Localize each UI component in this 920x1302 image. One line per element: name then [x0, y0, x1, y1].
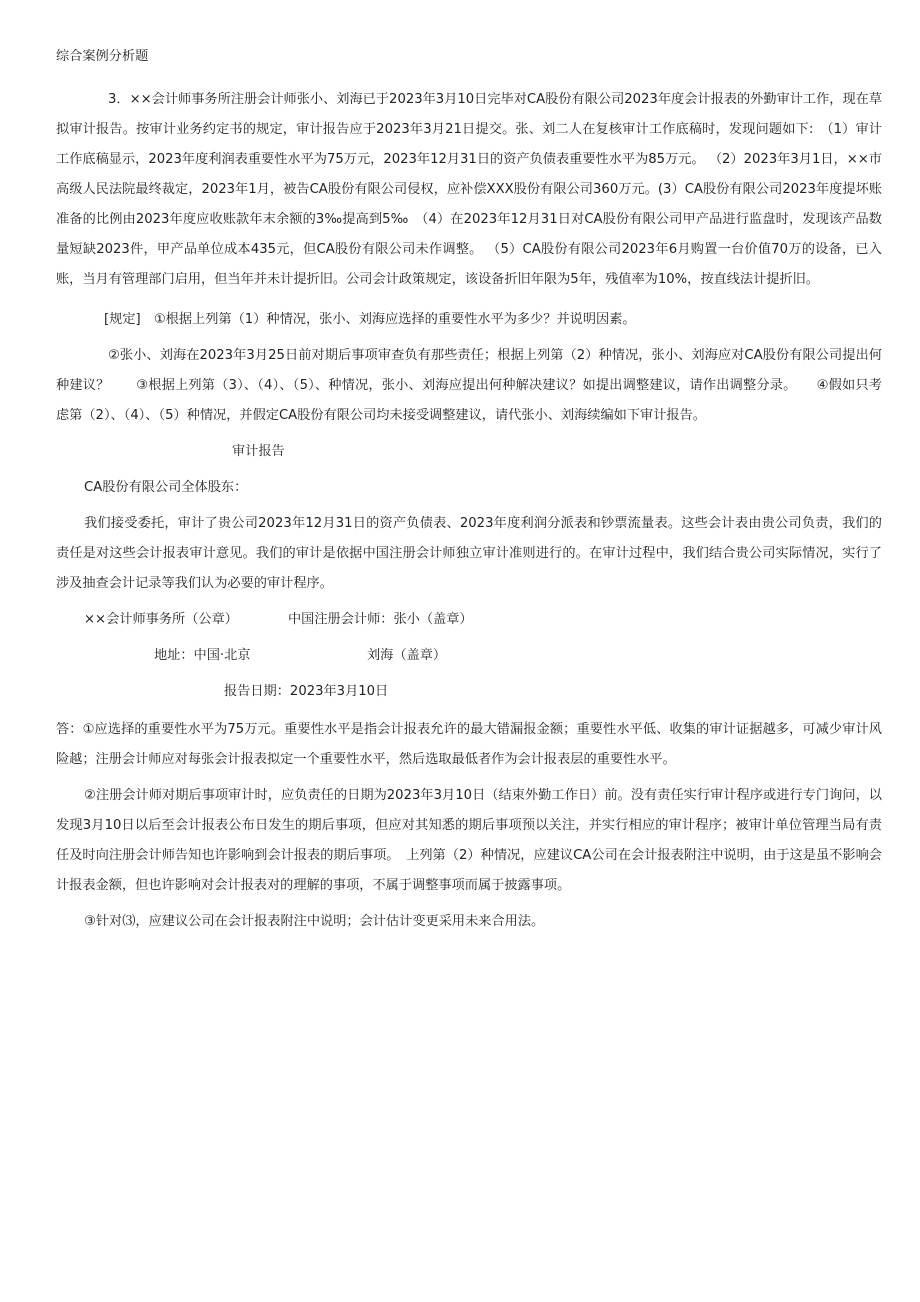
- firm-seal: ××会计师事务所（公章）: [84, 612, 238, 627]
- report-title: 审计报告: [232, 444, 285, 459]
- question-body: ××会计师事务所注册会计师张小、刘海已于2023年3月10日完毕对CA股份有限公司2023年度会计报表的外勤审计工作，现在草拟审计报告。按审计业务约定书的规定，审计报告应于2023年3月21日提交。张、刘二人在复核审计工作底稿时，发现问题如下: （1）审计工作底稿显示，2023年度利润表重要性水平为75万元，2023年12月31日的资产负债表重要性水平为85万元。 （2）2023年3月1日，××市高级人民法院最终裁定，2023年1月，被告CA股份有限公司侵权，应补偿XXX股份有限公司360万元。(3）CA股份有限公司2023年度提坏账准备的比例由2023年度应收账款年末余额的3‰提高到5‰ （4）在2023年12月31日对CA股份有限公司甲产品进行监盘时，发现该产品数量短缺2023件，甲产品单位成本435元，但CA股份有限公司未作调整。 （5）CA股份有限公司2023年6月购置一台价值70万的设备，已入账，当月有管理部门启用，但当年并未计提折旧。公司会计政策规定，该设备折旧年限为5年，残值率为10%，按直线法计提折旧。: [56, 92, 883, 287]
- report-date: 报告日期：2023年3月10日: [224, 684, 389, 699]
- report-address: 地址：中国·北京: [154, 648, 251, 663]
- answer-2: ②注册会计师对期后事项审计时，应负责任的日期为2023年3月10日（结束外勤工作日）前。没有责任实行审计程序或进行专门询问，以发现3月10日以后至会计报表公布日发生的期后事项，但应对其知悉的期后事项预以关注，并实行相应的审计程序；被审计单位管理当局有责任及时向注册会计师告知也许影响到会计报表的期后事项。 上列第（2）种情况，应建议CA公司在会计报表附注中说明，由于这是虽不影响会计报表金额，但也许影响对会计报表对的理解的事项，不属于调整事项而属于披露事项。: [56, 788, 882, 893]
- signature-row-3: [56, 677, 882, 707]
- report-salutation: CA股份有限公司全体股东：: [84, 480, 248, 495]
- document-heading: 综合案例分析题: [56, 49, 149, 64]
- cpa-signature-1: 中国注册会计师：张小（盖章）: [288, 612, 473, 627]
- question-paragraph: [56, 85, 882, 295]
- requirement-1: [规定] ①根据上列第（1）种情况，张小、刘海应选择的重要性水平为多少？并说明因素。: [104, 312, 636, 327]
- requirement-2-4: ②张小、刘海在2023年3月25日前对期后事项审查负有那些责任；根据上列第（2）种情况，张小、刘海应对CA股份有限公司提出何种建议？ ③根据上列第（3）、（4）、（5）、种情况，张小、刘海应提出何种解决建议？如提出调整建议，请作出调整分录。 ④假如只考虑第（2）、（4）、（5）种情况，并假定CA股份有限公司均未接受调整建议，请代张小、刘海续编如下审计报告。: [56, 348, 882, 423]
- question-number: 3．: [108, 92, 130, 107]
- report-body: 我们接受委托，审计了贵公司2023年12月31日的资产负债表、2023年度利润分派表和钞票流量表。这些会计表由贵公司负责，我们的责任是对这些会计报表审计意见。我们的审计是依据中国注册会计师独立审计准则进行的。在审计过程中，我们结合贵公司实际情况，实行了涉及抽查会计记录等我们认为必要的审计程序。: [56, 516, 882, 591]
- signature-row-2: [56, 641, 882, 671]
- signature-row-1: [56, 605, 882, 635]
- answer-1: 答：①应选择的重要性水平为75万元。重要性水平是指会计报表允许的最大错漏报金额；重要性水平低、收集的审计证据越多，可减少审计风险越；注册会计师应对每张会计报表拟定一个重要性水平，然后选取最低者作为会计报表层的重要性水平。: [56, 722, 882, 767]
- answer-3: ③针对⑶，应建议公司在会计报表附注中说明；会计估计变更采用未来合用法。: [84, 914, 545, 929]
- cpa-signature-2: 刘海（盖章）: [367, 648, 447, 663]
